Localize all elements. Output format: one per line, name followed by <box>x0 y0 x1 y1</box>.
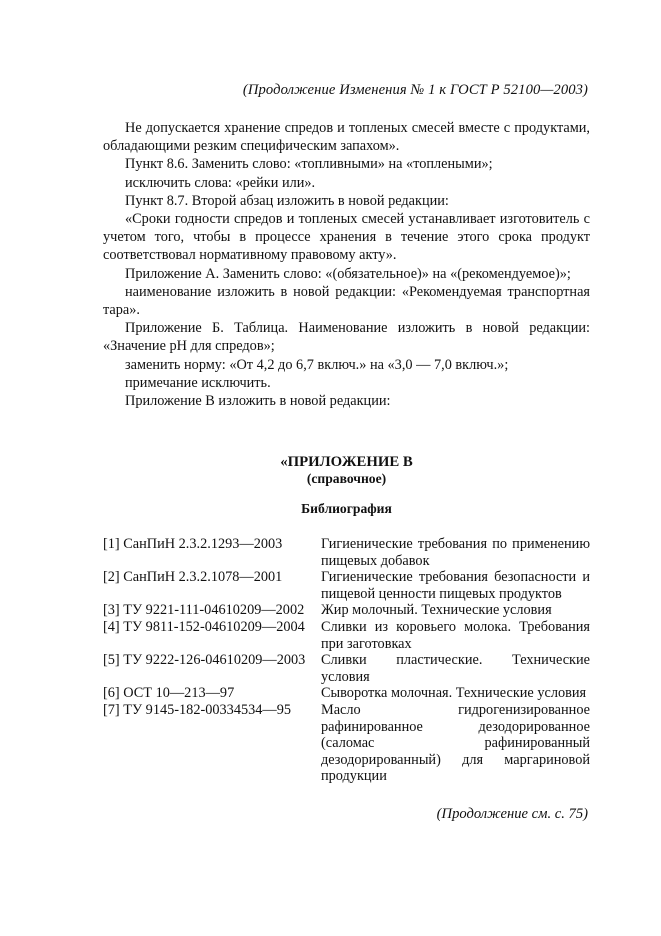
paragraph: примечание исключить. <box>125 374 271 391</box>
bibliography-title: Библиография <box>301 501 392 516</box>
bibliography-entry <box>103 536 590 569</box>
paragraph: заменить норму: «От 4,2 до 6,7 включ.» на «3,0 — 7,0 включ.»; <box>125 356 509 373</box>
continuation-footer: (Продолжение см. с. 75) <box>436 806 588 822</box>
bibliography-desc: Сыворотка молочная. Технические условия <box>321 685 587 702</box>
appendix-subtitle: (справочное) <box>306 471 387 486</box>
bibliography-desc: Жир молочный. Технические условия <box>321 602 552 619</box>
paragraph: Пункт 8.7. Второй абзац изложить в новой редакции: <box>125 192 449 209</box>
bibliography-desc: Гигиенические требования безопасности и пищевой ценности пищевых продуктов <box>321 569 590 602</box>
bibliography-entry <box>103 569 590 602</box>
bibliography-desc: Сливки пластические. Технические условия <box>321 652 590 685</box>
appendix-title: «ПРИЛОЖЕНИЕ В <box>280 454 413 470</box>
paragraph: Приложение А. Заменить слово: «(обязательное)» на «(рекомендуемое)»; <box>125 265 571 282</box>
bibliography-ref: [4] ТУ 9811-152-04610209—2004 <box>103 618 305 635</box>
bibliography-entry <box>103 619 590 652</box>
paragraph: наименование изложить в новой редакции: «Рекомендуемая транспортная тара». <box>103 283 590 319</box>
bibliography-desc: Гигиенические требования по применению пищевых добавок <box>321 536 590 569</box>
paragraph: Приложение В изложить в новой редакции: <box>125 393 391 410</box>
bibliography-entry <box>103 652 590 685</box>
bibliography-ref: [1] СанПиН 2.3.2.1293—2003 <box>103 536 283 552</box>
bibliography-ref: [2] СанПиН 2.3.2.1078—2001 <box>103 569 283 586</box>
bibliography-ref: [6] ОСТ 10—213—97 <box>103 685 235 702</box>
amendment-text <box>103 119 590 410</box>
continuation-header: (Продолжение Изменения № 1 к ГОСТ Р 52100—2003) <box>242 82 588 98</box>
bibliography-entry <box>103 602 590 619</box>
bibliography-desc: Сливки из коровьего молока. Требования при заготовках <box>321 618 590 652</box>
paragraph: исключить слова: «рейки или». <box>125 174 316 191</box>
paragraph: «Сроки годности спредов и топленых смесей устанавливает изготовитель с учетом того, чтобы в процессе хранения в течение этого срока продукт соответствовал нормативному правовому акту». <box>103 211 590 264</box>
bibliography-entry <box>103 685 590 702</box>
bibliography-entry <box>103 702 590 785</box>
paragraph: Приложение Б. Таблица. Наименование изложить в новой редакции: «Значение pH для спредов»; <box>103 320 590 355</box>
bibliography-list <box>103 536 590 785</box>
bibliography-desc: Масло гидрогенизированное рафинированное дезодорированное (саломас рафинированный дезодорированный) для маргариновой продукции <box>321 701 590 785</box>
bibliography-ref: [7] ТУ 9145-182-00334534—95 <box>103 701 292 718</box>
paragraph: Пункт 8.6. Заменить слово: «топливными» на «топлеными»; <box>125 156 493 173</box>
bibliography-ref: [3] ТУ 9221-111-04610209—2002 <box>103 602 305 619</box>
bibliography-ref: [5] ТУ 9222-126-04610209—2003 <box>103 652 306 669</box>
paragraph: Не допускается хранение спредов и топленых смесей вместе с продуктами, обладающими резким специфическим запахом». <box>103 120 590 155</box>
